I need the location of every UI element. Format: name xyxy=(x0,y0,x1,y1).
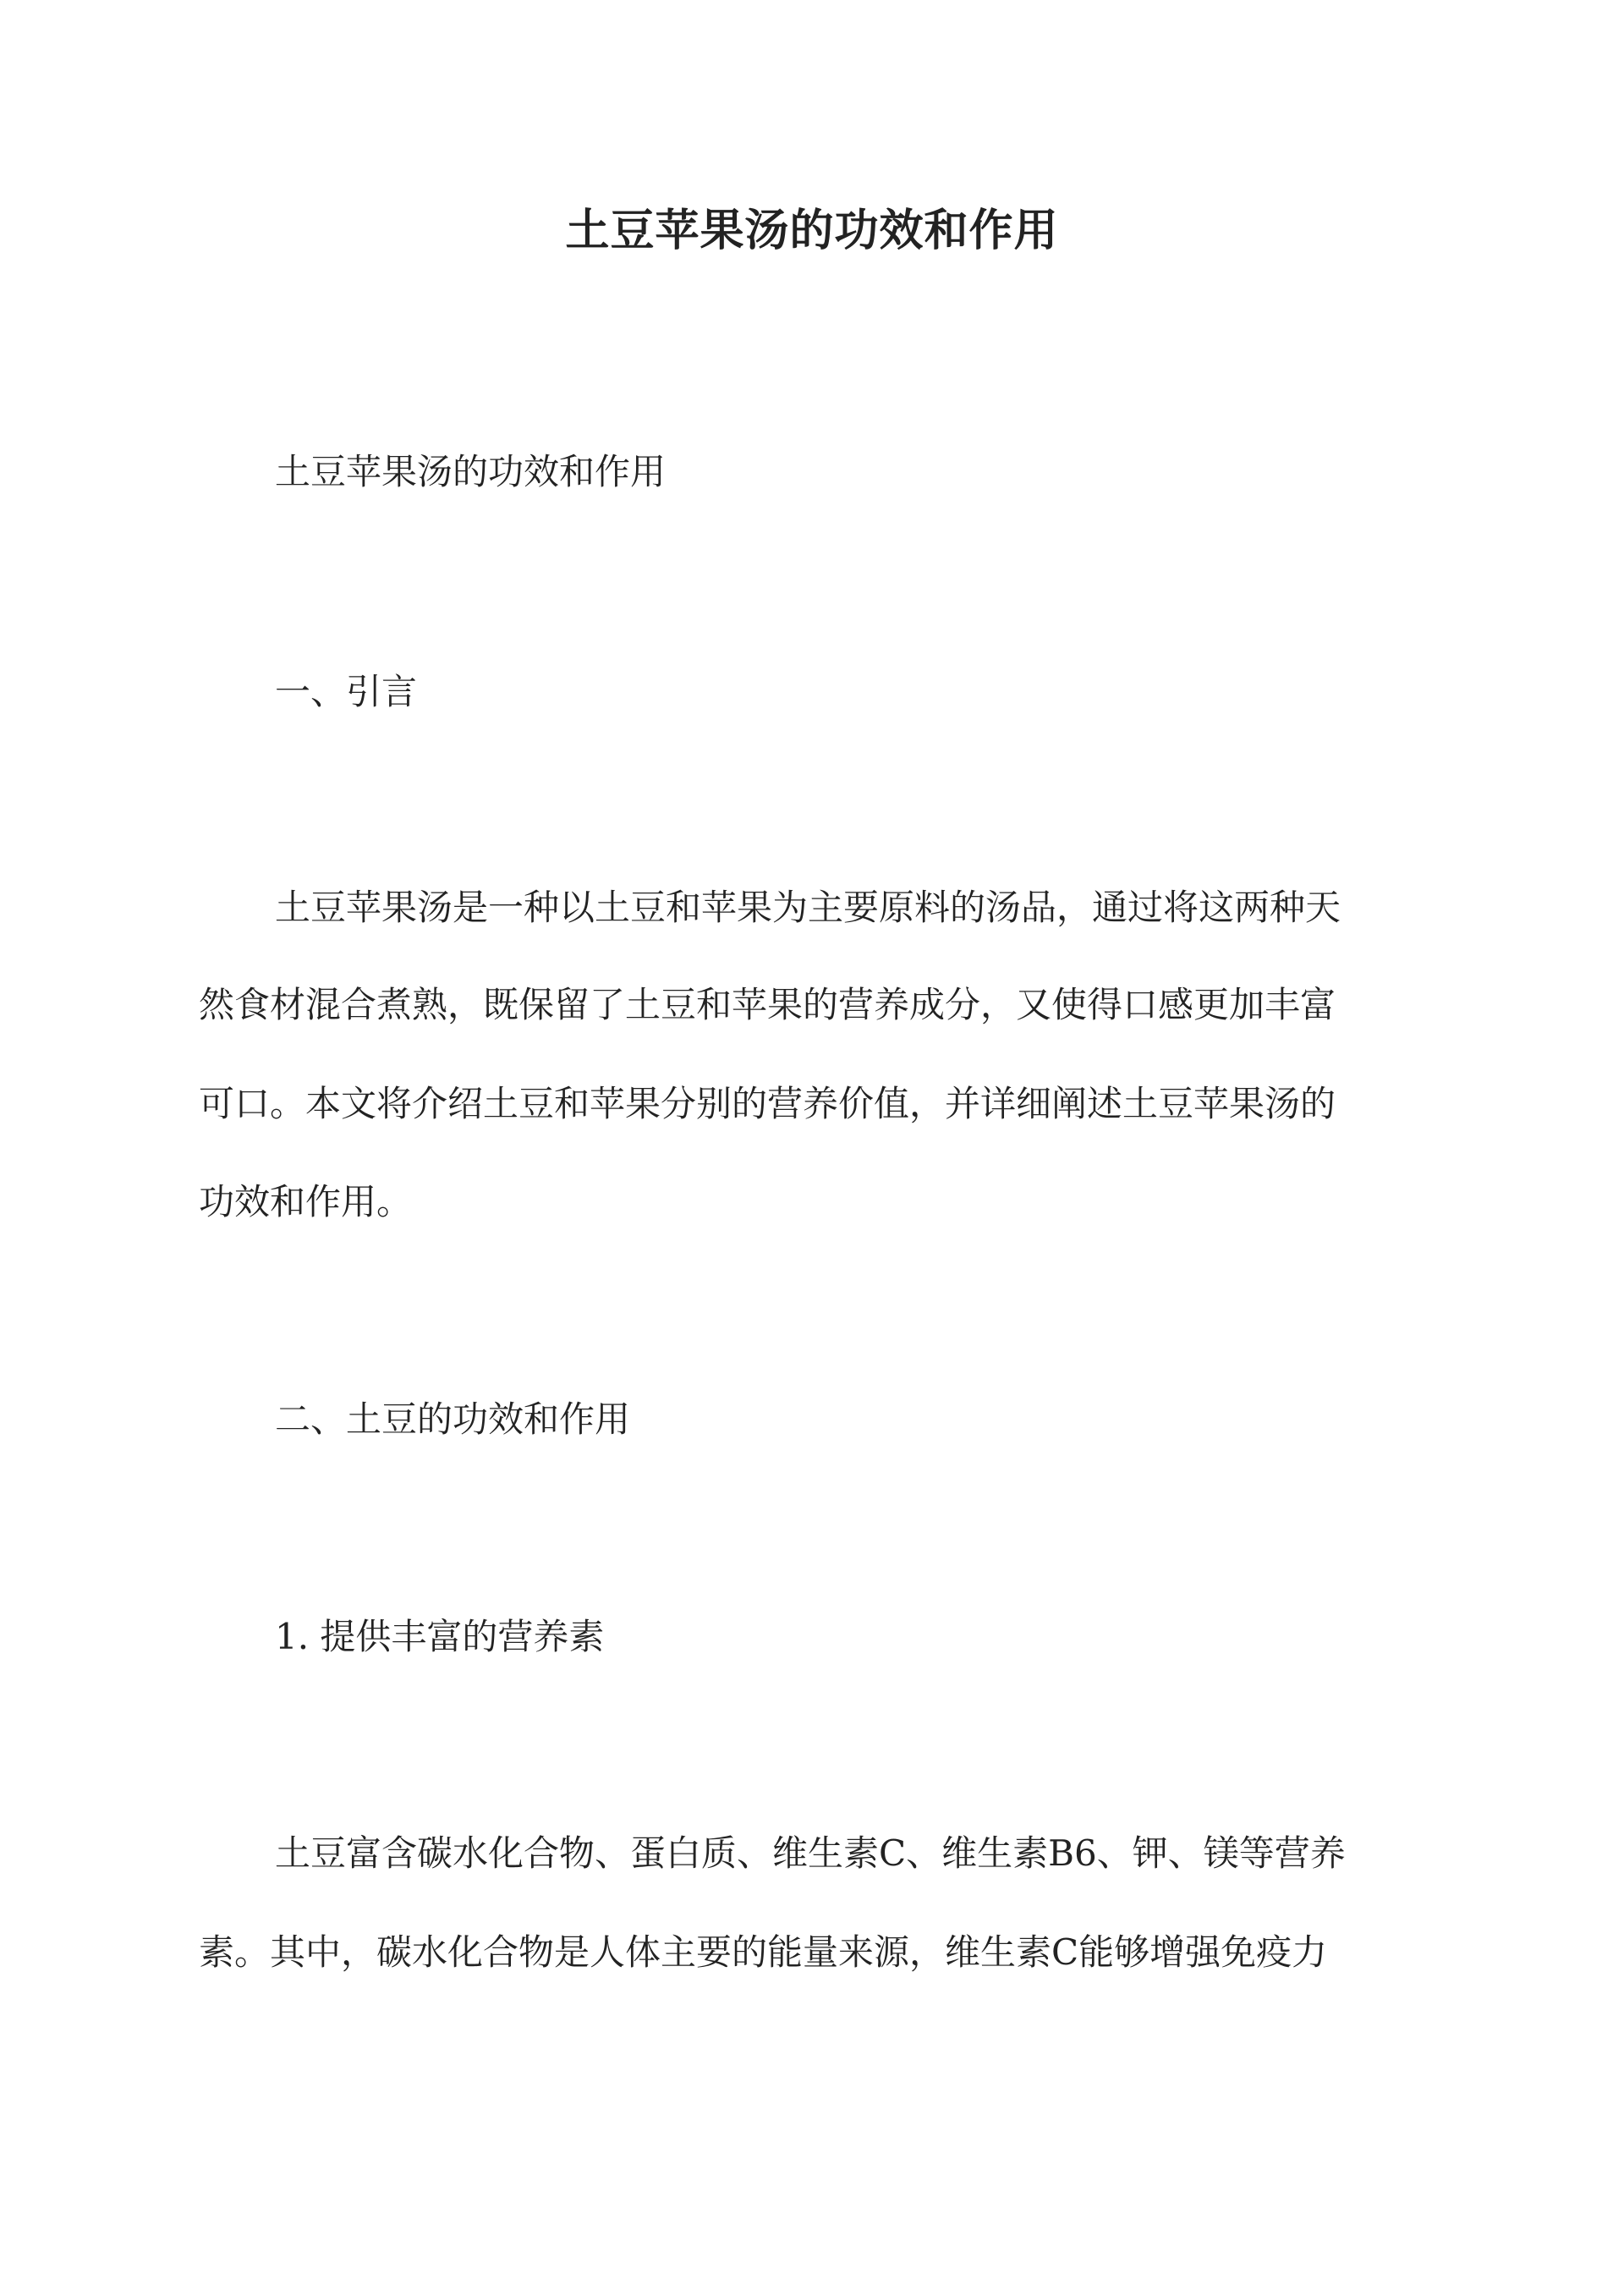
paragraph-line: 土豆富含碳水化合物、蛋白质、维生素C、维生素B6、钾、镁等营养 xyxy=(275,1832,1346,1874)
paragraph-line: 可口。本文将介绍土豆和苹果分别的营养价值，并详细阐述土豆苹果汤的 xyxy=(199,1083,1336,1124)
section-heading-potato: 二、土豆的功效和作用 xyxy=(275,1398,631,1440)
paragraph-line: 然食材混合煮熟，既保留了土豆和苹果的营养成分，又使得口感更加丰富 xyxy=(199,984,1336,1025)
paragraph-line: 土豆苹果汤是一种以土豆和苹果为主要原料的汤品，通过将这两种天 xyxy=(275,887,1341,928)
paragraph-line: 功效和作用。 xyxy=(199,1181,413,1222)
paragraph-line: 素。其中，碳水化合物是人体主要的能量来源，维生素C能够增强免疫力 xyxy=(199,1931,1328,1973)
document-subtitle: 土豆苹果汤的功效和作用 xyxy=(275,451,667,492)
section-heading-intro: 一、引言 xyxy=(275,671,418,712)
document-title: 土豆苹果汤的功效和作用 xyxy=(565,205,1059,256)
subsection-heading-nutrients: 1. 提供丰富的营养素 xyxy=(275,1616,605,1657)
